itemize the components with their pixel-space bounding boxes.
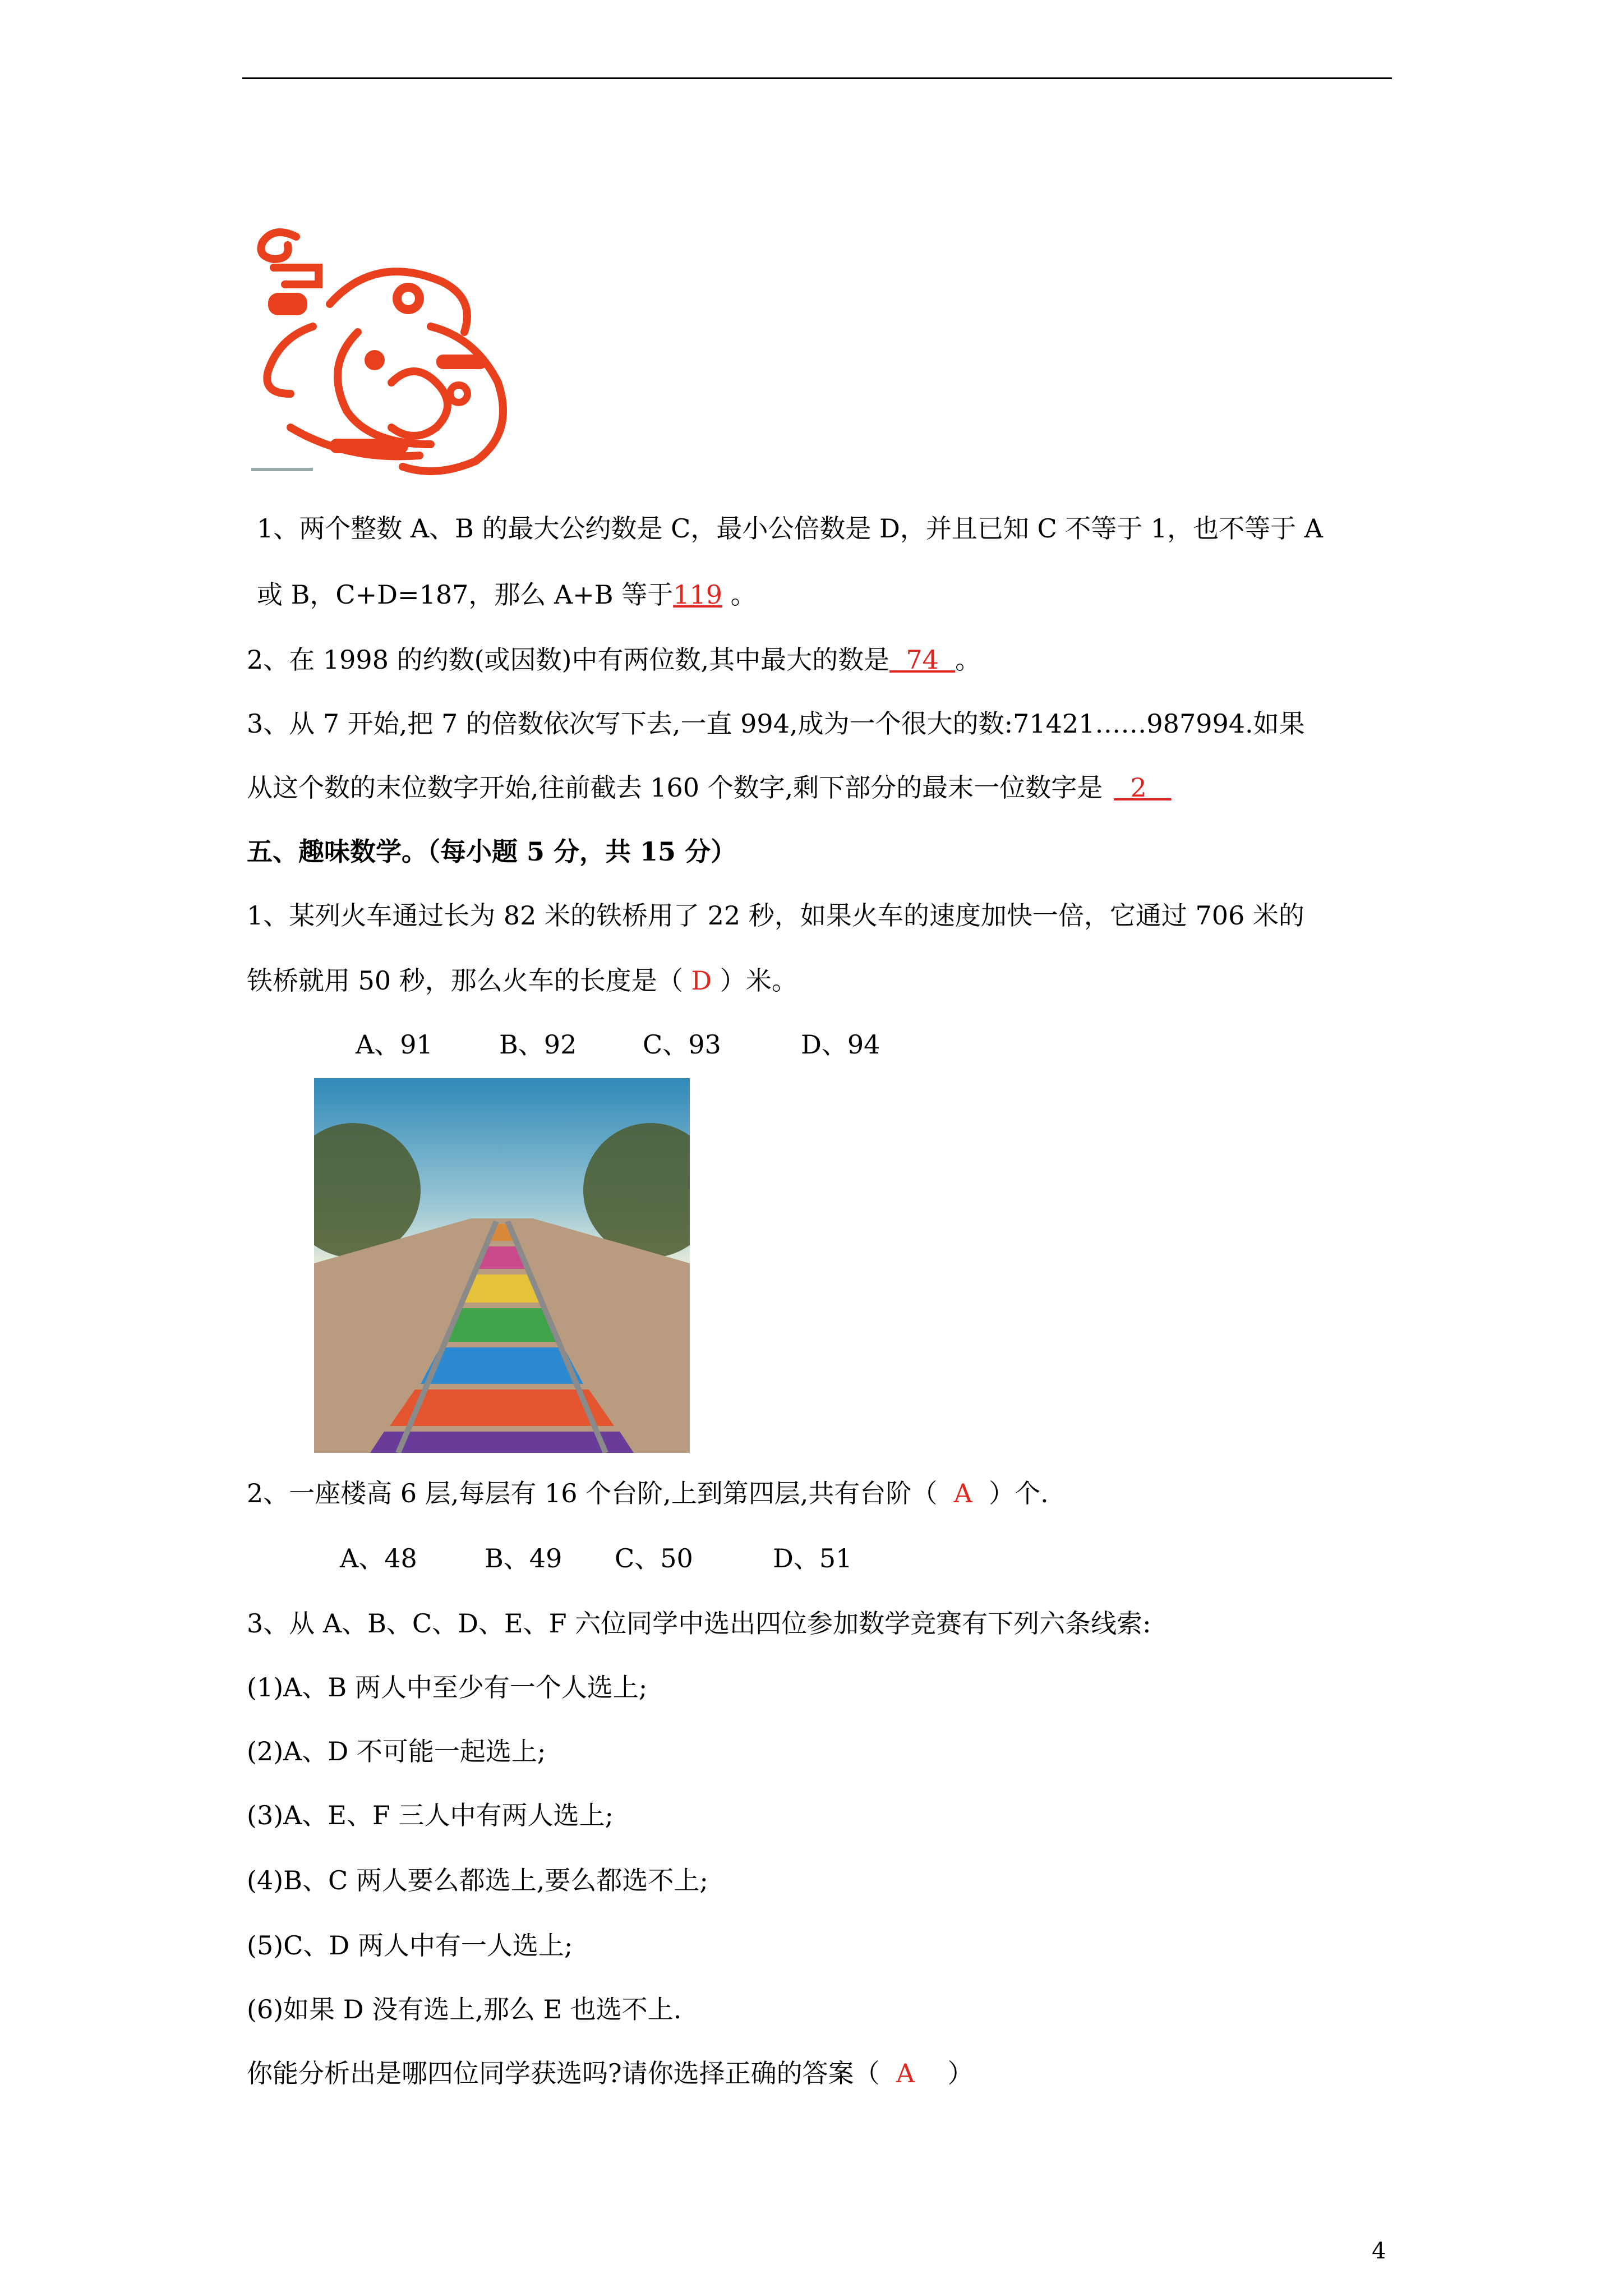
q1-line2 [257, 577, 757, 613]
s5q3-clue-3: (3)A、E、F 三人中有两人选上; [247, 1800, 614, 1830]
page-number: 4 [1372, 2238, 1386, 2264]
s5q1-line2-end: ）米。 [720, 965, 797, 996]
s5q1-option-d: D、94 [801, 1029, 880, 1060]
q1-line2-end: 。 [722, 579, 757, 610]
s5q3-question-text: 你能分析出是哪四位同学获选吗?请你选择正确的答案（ [247, 2058, 880, 2088]
s5q2-answer: A [937, 1478, 989, 1508]
s5q1-line2 [247, 963, 797, 999]
q1-answer: 119 [673, 579, 723, 610]
q3-line1-text: 3、从 7 开始,把 7 的倍数依次写下去,一直 994,成为一个很大的数:71421……987994.如果 [247, 708, 1305, 739]
s5q1-option-a: A、91 [356, 1029, 433, 1060]
q1-line1 [257, 510, 1323, 546]
s5q3-intro [247, 1605, 1151, 1641]
s5q3-clue-2: (2)A、D 不可能一起选上; [247, 1736, 546, 1766]
s5q3-intro-text: 3、从 A、B、C、D、E、F 六位同学中选出四位参加数学竞赛有下列六条线索: [247, 1608, 1151, 1639]
s5q1-option-b: B、92 [499, 1029, 577, 1060]
s5q1-line1-text: 1、某列火车通过长为 82 米的铁桥用了 22 秒，如果火车的速度加快一倍，它通过 706 米的 [247, 900, 1304, 931]
rabbit-papercut-image [246, 214, 537, 478]
s5q2-option-a: A、48 [340, 1543, 417, 1573]
railway-track-image [314, 1078, 690, 1453]
s5q3-question-end: ） [931, 2058, 974, 2088]
s5q2-option-b: B、49 [485, 1543, 562, 1573]
q1-line1-text: 1、两个整数 A、B 的最大公约数是 C，最小公倍数是 D，并且已知 C 不等于 1，也不等于 A [257, 513, 1324, 544]
s5q2-text: 2、一座楼高 6 层,每层有 16 个台阶,上到第四层,共有台阶（ [247, 1478, 938, 1508]
s5q1-line1 [247, 898, 1304, 933]
q3-line1 [247, 706, 1305, 742]
q2-answer: 74 [889, 645, 956, 675]
header-rule [242, 77, 1392, 79]
q2-line [247, 642, 981, 678]
s5q2-end: ）个. [989, 1478, 1049, 1508]
s5q2-line [247, 1475, 1049, 1511]
s5q1-line2-text: 铁桥就用 50 秒，那么火车的长度是（ [247, 965, 683, 996]
s5q3-answer: A [879, 2058, 932, 2088]
q3-line2-text: 从这个数的末位数字开始,往前截去 160 个数字,剩下部分的最末一位数字是 [247, 772, 1103, 803]
s5q3-clue-5: (5)C、D 两人中有一人选上; [247, 1930, 573, 1961]
s5q3-question [247, 2055, 974, 2091]
s5q1-option-c: C、93 [643, 1029, 721, 1060]
s5q2-option-d: D、51 [773, 1543, 852, 1573]
q3-answer: 2 [1114, 772, 1172, 803]
section5-title [247, 834, 736, 869]
s5q3-clue-4: (4)B、C 两人要么都选上,要么都选不上; [247, 1865, 708, 1895]
q2-text: 2、在 1998 的约数(或因数)中有两位数,其中最大的数是 [247, 645, 890, 675]
q1-line2-text: 或 B，C+D=187，那么 A+B 等于 [257, 579, 674, 610]
s5q3-clue-6: (6)如果 D 没有选上,那么 E 也选不上. [247, 1994, 682, 2024]
q3-line2 [247, 770, 1172, 806]
s5q1-answer: D [683, 965, 720, 996]
s5q3-clue-1: (1)A、B 两人中至少有一个人选上; [247, 1672, 648, 1703]
s5q2-option-c: C、50 [615, 1543, 693, 1573]
q2-end: 。 [955, 645, 981, 675]
section5-title-text: 五、趣味数学。（每小题 5 分，共 15 分） [247, 836, 737, 867]
